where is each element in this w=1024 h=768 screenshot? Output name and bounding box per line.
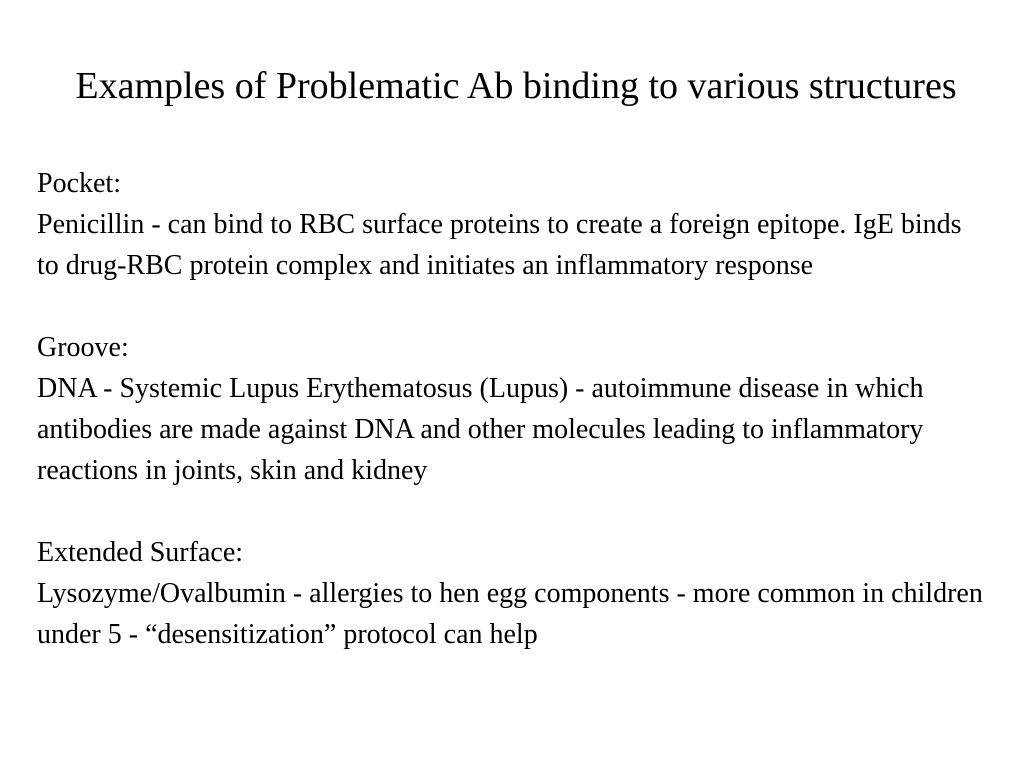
section-text-extended-surface: Lysozyme/Ovalbumin - allergies to hen egg components - more common in children under 5 - “desensitization” protocol can help [37,578,983,650]
slide-title: Examples of Problematic Ab binding to various structures [75,65,957,107]
slide-body [37,163,987,655]
section-text-pocket: Penicillin - can bind to RBC surface proteins to create a foreign epitope. IgE binds to drug-RBC protein complex and initiates an inflammatory response [37,209,962,281]
section-groove [37,327,987,491]
section-heading-extended-surface: Extended Surface: [37,537,244,568]
section-heading-groove: Groove: [37,332,129,363]
section-extended-surface [37,532,987,655]
section-pocket [37,163,987,286]
section-text-groove: DNA - Systemic Lupus Erythematosus (Lupus) - autoimmune disease in which antibodies are made against DNA and other molecules leading to inflammatory reactions in joints, skin and kidney [37,373,924,486]
section-heading-pocket: Pocket: [37,168,121,199]
